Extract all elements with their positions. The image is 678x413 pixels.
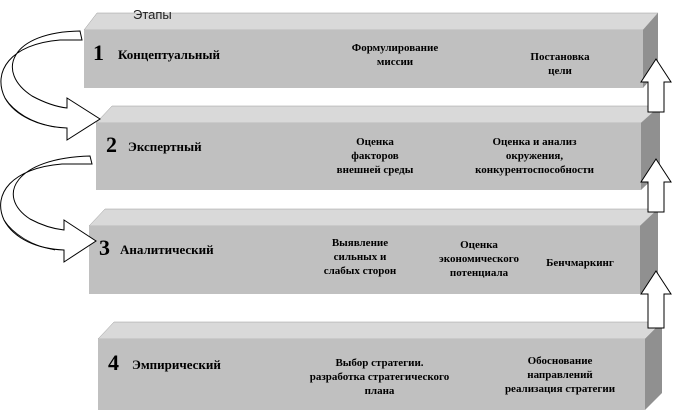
stage-4-cell-1: Выбор стратегии. разработка стратегического плана — [309, 357, 450, 397]
stage-number-1: 1 — [93, 40, 104, 65]
stage-2-cell-2: Оценка и анализ окружения, конкурентоспособности — [475, 136, 594, 176]
stage-name-4: Эмпирический — [132, 357, 221, 372]
stage-2-cell-1: Оценка факторов внешней среды — [336, 136, 414, 176]
diagram-title: Этапы — [133, 7, 172, 22]
stage-3-cell-1: Выявление сильных и слабых сторон — [323, 237, 397, 277]
stage-number-3: 3 — [99, 235, 110, 260]
stage-name-1: Концептуальный — [118, 47, 220, 62]
stage-name-2: Экспертный — [128, 139, 202, 154]
stage-1-cell-2: Постановка цели — [530, 51, 590, 77]
stage-name-3: Аналитический — [120, 242, 214, 257]
stage-number-2: 2 — [106, 132, 117, 157]
stage-3-cell-2: Оценка экономического потенциала — [439, 239, 519, 279]
stage-3-cell-3: Бенчмаркинг — [546, 257, 614, 269]
stage-number-4: 4 — [108, 350, 119, 375]
stage-1-cell-1: Формулирование миссии — [351, 42, 439, 68]
curved-arrow-icon — [1, 156, 96, 262]
stage-4-cell-2: Обоснование направлений реализация стратегии — [504, 355, 616, 395]
